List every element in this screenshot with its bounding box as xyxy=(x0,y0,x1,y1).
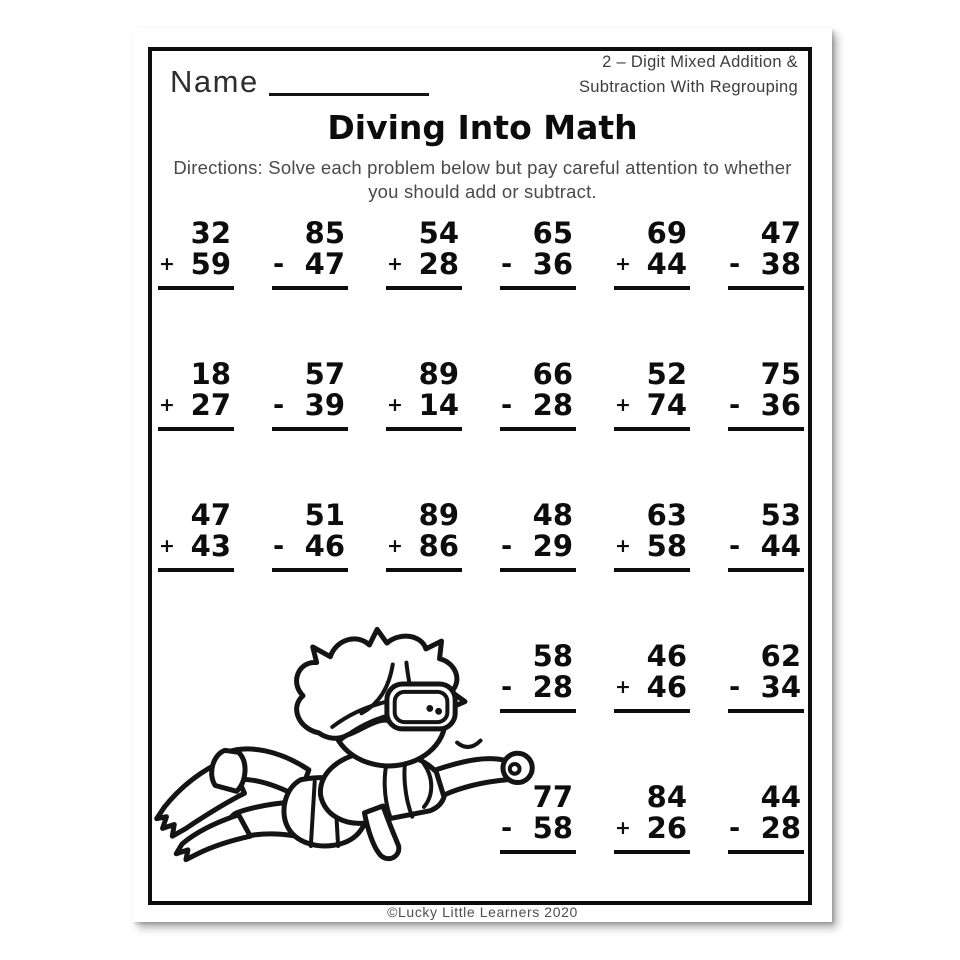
math-problem xyxy=(728,218,804,290)
bottom-line xyxy=(272,249,348,280)
top-operand: 58 xyxy=(532,639,573,673)
plus-operator: + xyxy=(615,817,631,839)
bottom-line xyxy=(158,531,234,562)
scuba-diver-illustration xyxy=(143,606,543,884)
math-problem xyxy=(386,359,462,431)
diver-eye xyxy=(426,705,433,712)
math-problem xyxy=(158,218,234,290)
diver-goggles-lens xyxy=(395,692,448,722)
minus-operator: - xyxy=(729,249,741,280)
math-problem xyxy=(500,359,576,431)
problem-cell xyxy=(253,359,367,500)
bottom-line xyxy=(614,672,690,703)
plus-operator: + xyxy=(615,394,631,416)
top-operand: 46 xyxy=(646,639,687,673)
math-problem xyxy=(500,500,576,572)
problem-cell xyxy=(595,359,709,500)
top-operand: 75 xyxy=(760,357,801,391)
minus-operator: - xyxy=(273,249,285,280)
top-operand: 85 xyxy=(304,216,345,250)
bottom-operand: 14 xyxy=(418,388,459,422)
top-operand: 62 xyxy=(760,639,801,673)
math-problem xyxy=(272,218,348,290)
bottom-line xyxy=(386,531,462,562)
plus-operator: + xyxy=(615,253,631,275)
bottom-operand: 59 xyxy=(190,247,231,281)
plus-operator: + xyxy=(159,253,175,275)
bottom-line xyxy=(614,531,690,562)
bottom-line xyxy=(728,531,804,562)
bottom-operand: 39 xyxy=(304,388,345,422)
name-row xyxy=(170,64,429,100)
bottom-operand: 27 xyxy=(190,388,231,422)
top-operand: 53 xyxy=(760,498,801,532)
top-operand: 89 xyxy=(418,498,459,532)
problem-cell xyxy=(709,218,823,359)
math-problem xyxy=(728,641,804,713)
top-operand: 51 xyxy=(304,498,345,532)
top-operand: 48 xyxy=(532,498,573,532)
bottom-operand: 28 xyxy=(760,811,801,845)
minus-operator: - xyxy=(273,390,285,421)
math-problem xyxy=(614,641,690,713)
worksheet-title: Diving Into Math xyxy=(327,108,638,147)
plus-operator: + xyxy=(615,535,631,557)
bottom-line xyxy=(614,813,690,844)
math-problem xyxy=(272,500,348,572)
bottom-operand: 28 xyxy=(532,388,573,422)
bottom-line xyxy=(386,390,462,421)
top-operand: 52 xyxy=(646,357,687,391)
name-label: Name xyxy=(170,64,259,99)
minus-operator: - xyxy=(501,672,513,703)
top-operand: 32 xyxy=(190,216,231,250)
top-operand: 63 xyxy=(646,498,687,532)
topic-line-2: Subtraction With Regrouping xyxy=(578,77,798,96)
bottom-operand: 58 xyxy=(532,811,573,845)
problem-cell xyxy=(253,218,367,359)
bottom-operand: 28 xyxy=(418,247,459,281)
problem-cell xyxy=(139,218,253,359)
bottom-line xyxy=(728,672,804,703)
bottom-line xyxy=(158,249,234,280)
bottom-line xyxy=(728,813,804,844)
diver-hand-curl xyxy=(510,764,520,774)
minus-operator: - xyxy=(729,672,741,703)
math-problem xyxy=(728,359,804,431)
plus-operator: + xyxy=(387,253,403,275)
bottom-operand: 74 xyxy=(646,388,687,422)
bottom-line xyxy=(500,531,576,562)
bottom-line xyxy=(386,249,462,280)
top-operand: 57 xyxy=(304,357,345,391)
math-problem xyxy=(386,500,462,572)
minus-operator: - xyxy=(501,249,513,280)
top-operand: 77 xyxy=(532,780,573,814)
plus-operator: + xyxy=(159,535,175,557)
problem-cell xyxy=(481,359,595,500)
top-operand: 54 xyxy=(418,216,459,250)
name-blank-line xyxy=(269,93,429,96)
minus-operator: - xyxy=(729,531,741,562)
top-operand: 44 xyxy=(760,780,801,814)
problem-cell xyxy=(709,500,823,641)
plus-operator: + xyxy=(615,676,631,698)
problem-cell xyxy=(595,500,709,641)
bottom-operand: 46 xyxy=(304,529,345,563)
problem-cell xyxy=(481,218,595,359)
top-operand: 65 xyxy=(532,216,573,250)
minus-operator: - xyxy=(501,531,513,562)
bottom-operand: 58 xyxy=(646,529,687,563)
math-problem xyxy=(158,500,234,572)
diver-eye xyxy=(435,708,442,715)
bottom-operand: 43 xyxy=(190,529,231,563)
minus-operator: - xyxy=(501,390,513,421)
minus-operator: - xyxy=(729,813,741,844)
math-problem xyxy=(728,782,804,854)
top-operand: 47 xyxy=(190,498,231,532)
problem-cell xyxy=(367,218,481,359)
diver-forward-arm xyxy=(436,759,508,796)
bottom-operand: 46 xyxy=(646,670,687,704)
math-problem xyxy=(614,218,690,290)
math-problem xyxy=(500,218,576,290)
bottom-line xyxy=(158,390,234,421)
problem-cell xyxy=(709,359,823,500)
problem-cell xyxy=(367,359,481,500)
plus-operator: + xyxy=(387,535,403,557)
plus-operator: + xyxy=(159,394,175,416)
bottom-line xyxy=(272,390,348,421)
problem-cell xyxy=(595,782,709,923)
copyright-footer: ©Lucky Little Learners 2020 xyxy=(387,904,578,920)
bottom-line xyxy=(272,531,348,562)
problem-cell xyxy=(709,782,823,923)
worksheet-paper xyxy=(133,28,832,922)
math-problem xyxy=(386,218,462,290)
top-operand: 66 xyxy=(532,357,573,391)
bottom-operand: 26 xyxy=(646,811,687,845)
math-problem xyxy=(614,359,690,431)
minus-operator: - xyxy=(501,813,513,844)
top-operand: 69 xyxy=(646,216,687,250)
diver-ankle-cuff xyxy=(212,750,245,791)
top-operand: 84 xyxy=(646,780,687,814)
bottom-line xyxy=(728,249,804,280)
top-operand: 47 xyxy=(760,216,801,250)
math-problem xyxy=(158,359,234,431)
top-operand: 18 xyxy=(190,357,231,391)
directions-line-1: Directions: Solve each problem below but pay careful attention to whether xyxy=(173,157,792,178)
math-problem xyxy=(272,359,348,431)
bottom-operand: 28 xyxy=(532,670,573,704)
math-problem xyxy=(728,500,804,572)
bottom-operand: 38 xyxy=(760,247,801,281)
bottom-line xyxy=(500,390,576,421)
top-operand: 89 xyxy=(418,357,459,391)
bottom-line xyxy=(614,390,690,421)
bottom-operand: 86 xyxy=(418,529,459,563)
problem-cell xyxy=(709,641,823,782)
bottom-operand: 29 xyxy=(532,529,573,563)
worksheet-topic xyxy=(579,50,798,100)
bottom-operand: 36 xyxy=(760,388,801,422)
bottom-operand: 44 xyxy=(646,247,687,281)
diver-smile xyxy=(457,741,480,747)
plus-operator: + xyxy=(387,394,403,416)
bottom-line xyxy=(614,249,690,280)
bottom-operand: 34 xyxy=(760,670,801,704)
math-problem xyxy=(614,782,690,854)
bottom-operand: 47 xyxy=(304,247,345,281)
math-problem xyxy=(614,500,690,572)
problem-cell xyxy=(595,641,709,782)
directions-text xyxy=(133,156,832,205)
problem-cell xyxy=(139,359,253,500)
bottom-line xyxy=(728,390,804,421)
bottom-line xyxy=(500,249,576,280)
directions-line-2: you should add or subtract. xyxy=(368,181,597,203)
minus-operator: - xyxy=(729,390,741,421)
minus-operator: - xyxy=(273,531,285,562)
bottom-operand: 36 xyxy=(532,247,573,281)
bottom-operand: 44 xyxy=(760,529,801,563)
problem-cell xyxy=(595,218,709,359)
topic-line-1: 2 – Digit Mixed Addition & xyxy=(602,53,798,71)
